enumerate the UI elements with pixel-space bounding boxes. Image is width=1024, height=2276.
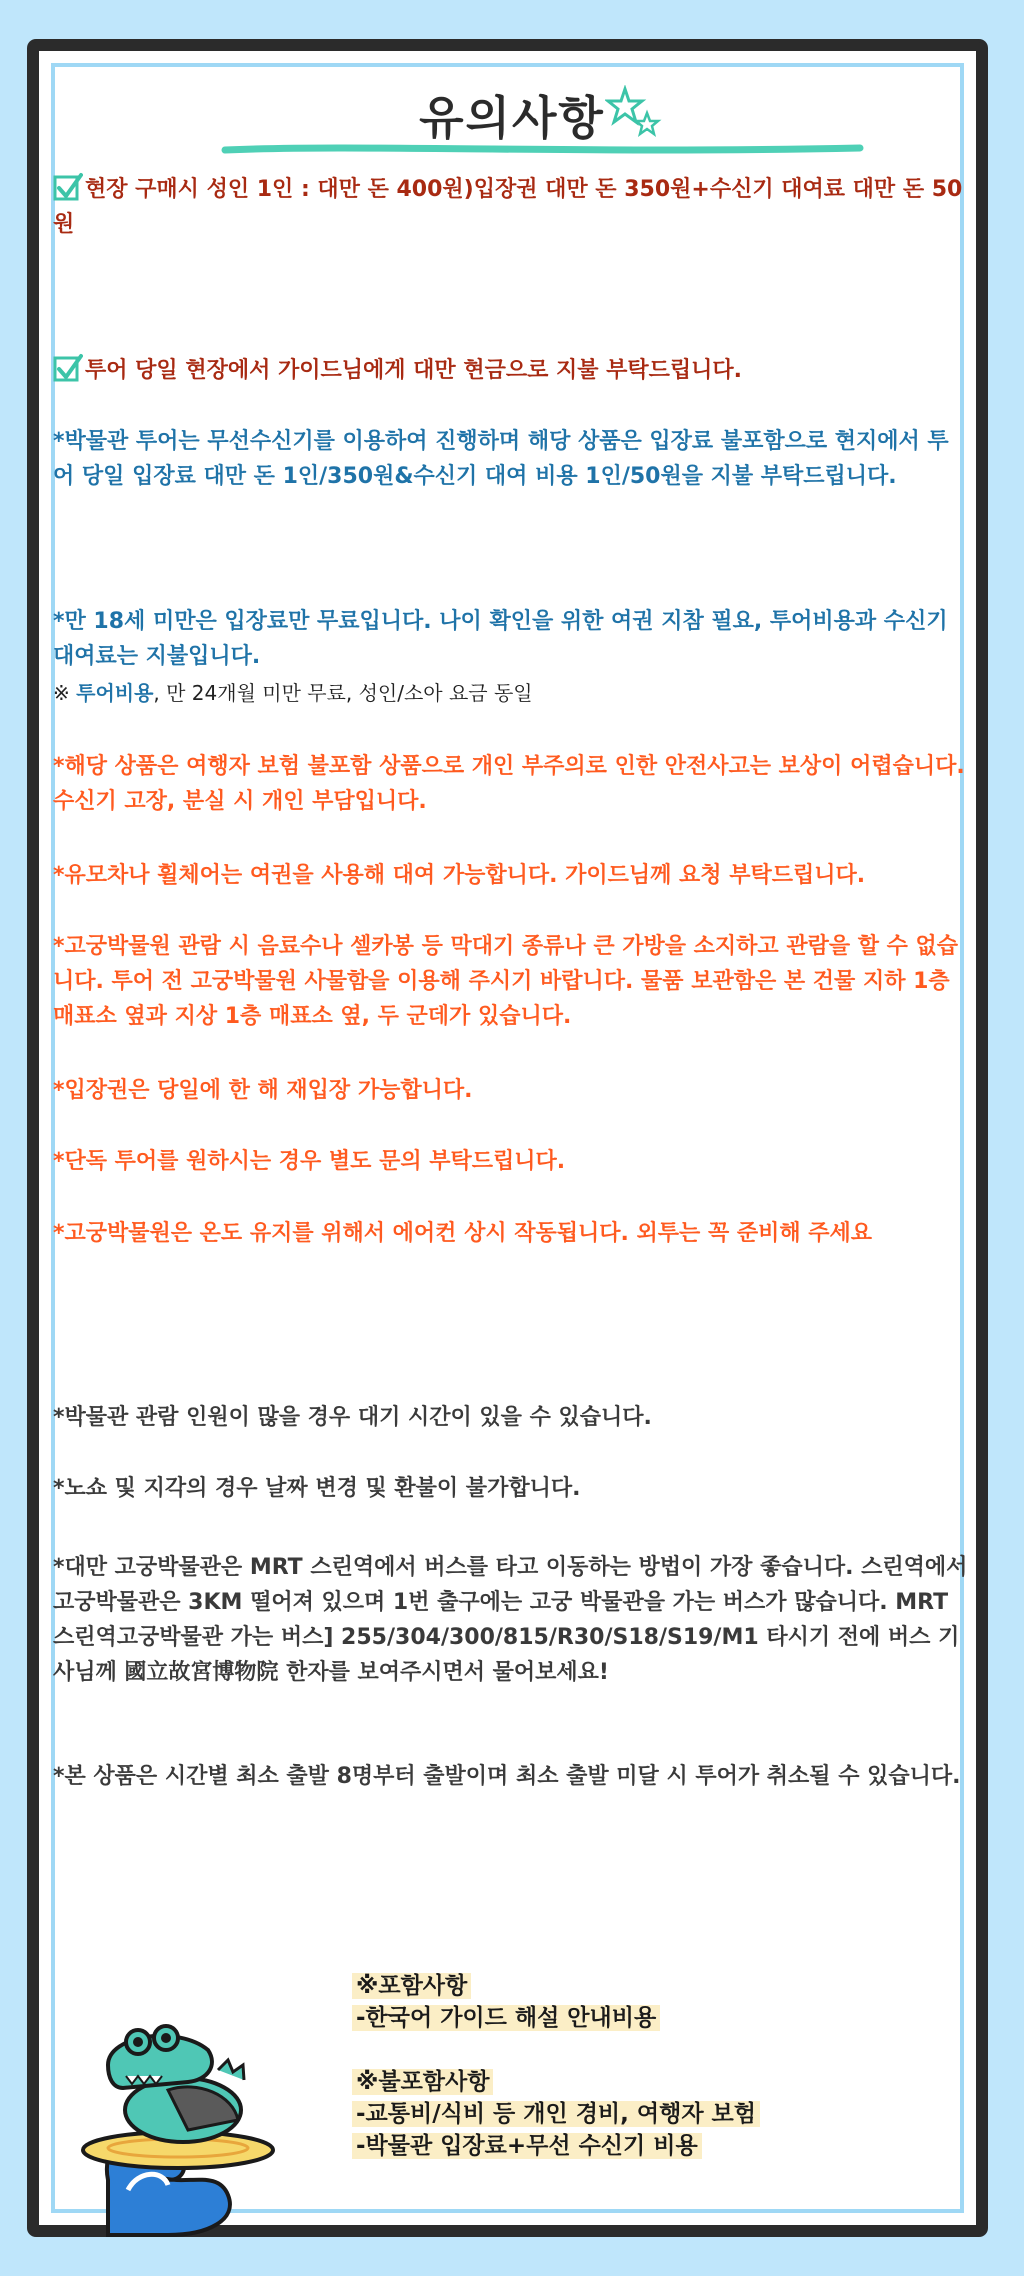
notice-insurance: *해당 상품은 여행자 보험 불포함 상품으로 개인 부주의로 인한 안전사고는 보상이 어렵습니다. 수신기 고장, 분실 시 개인 부담입니다. [53,754,965,814]
page-title: 유의사항 [419,91,605,145]
excluded-line-2: -박물관 입장료+무선 수신기 비용 [352,2130,702,2162]
notice-locker: *고궁박물원 관람 시 음료수나 셀카봉 등 막대기 종류나 큰 가방을 소지하고 관람을 할 수 없습니다. 투어 전 고궁박물원 사물함을 이용해 주시기 바랍니다. 물품 보관함은 본 건물 지하 1층 매표소 옆과 지상 1층 매표소 옆, 두 군데가 있습니다. [53,934,959,1029]
notice-private: *단독 투어를 원하시는 경우 별도 문의 부탁드립니다. [53,1149,566,1174]
excluded-line-1: -교통비/식비 등 개인 경비, 여행자 보험 [352,2098,760,2130]
notice-age: *만 18세 미만은 입장료만 무료입니다. 나이 확인을 위한 여권 지참 필요, 투어비용과 수신기 대여료는 지불입니다. [53,609,948,669]
included-line: -한국어 가이드 해설 안내비용 [352,2002,660,2034]
crocodile-mascot [68,2010,298,2240]
notice-aircon: *고궁박물원은 온도 유지를 위해서 에어컨 상시 작동됩니다. 외투는 꼭 준비해 주세요 [53,1221,873,1246]
included-heading: ※포함사항 [352,1970,471,2002]
excluded-heading: ※불포함사항 [352,2066,493,2098]
notice-stroller: *유모차나 휠체어는 여권을 사용해 대여 가능합니다. 가이드님께 요청 부탁드립니다. [53,863,866,888]
notice-wait: *박물관 관람 인원이 많을 경우 대기 시간이 있을 수 있습니다. [53,1405,652,1430]
notice-onsite [53,172,968,242]
check-icon [53,353,83,383]
note-rest: , 만 24개월 미만 무료, 성인/소아 요금 동일 [153,681,533,705]
title-underline [220,140,870,160]
check-icon [53,172,83,202]
notice-minimum: *본 상품은 시간별 최소 출발 8명부터 출발이며 최소 출발 미달 시 투어가 취소될 수 있습니다. [53,1764,961,1789]
notice-noshow: *노쇼 및 지각의 경우 날짜 변경 및 환불이 불가합니다. [53,1476,581,1501]
star-icon [605,85,665,145]
notice-onsite-text: 현장 구매시 성인 1인 : 대만 돈 400원)입장권 대만 돈 350원+수신기 대여료 대만 돈 50원 [53,177,963,237]
title-area [0,82,1024,148]
notice-pay-text: 투어 당일 현장에서 가이드님에게 대만 현금으로 지불 부탁드립니다. [85,358,743,383]
note-label: 투어비용 [76,681,154,705]
notice-bus: *대만 고궁박물관은 MRT 스린역에서 버스를 타고 이동하는 방법이 가장 좋습니다. 스린역에서 고궁박물관은 3KM 떨어져 있으며 1번 출구에는 고궁 박물관을 가는 버스가 많습니다. MRT 스린역고궁박물관 가는 버스] 255/304/300/815/R30/S18/S19/M1 타시기 전에 버스 기사님께 國立故宮博物院 한자를 보여주시면서 물어보세요! [53,1555,968,1685]
notice-pay [53,353,968,388]
notice-reentry: *입장권은 당일에 한 해 재입장 가능합니다. [53,1078,473,1103]
notice-museum: *박물관 투어는 무선수신기를 이용하여 진행하며 해당 상품은 입장료 불포함으로 현지에서 투어 당일 입장료 대만 돈 1인/350원&수신기 대여 비용 1인/50원을 지불 부탁드립니다. [53,429,949,489]
notice-fee-note [53,676,968,711]
note-prefix: ※ [53,681,77,705]
